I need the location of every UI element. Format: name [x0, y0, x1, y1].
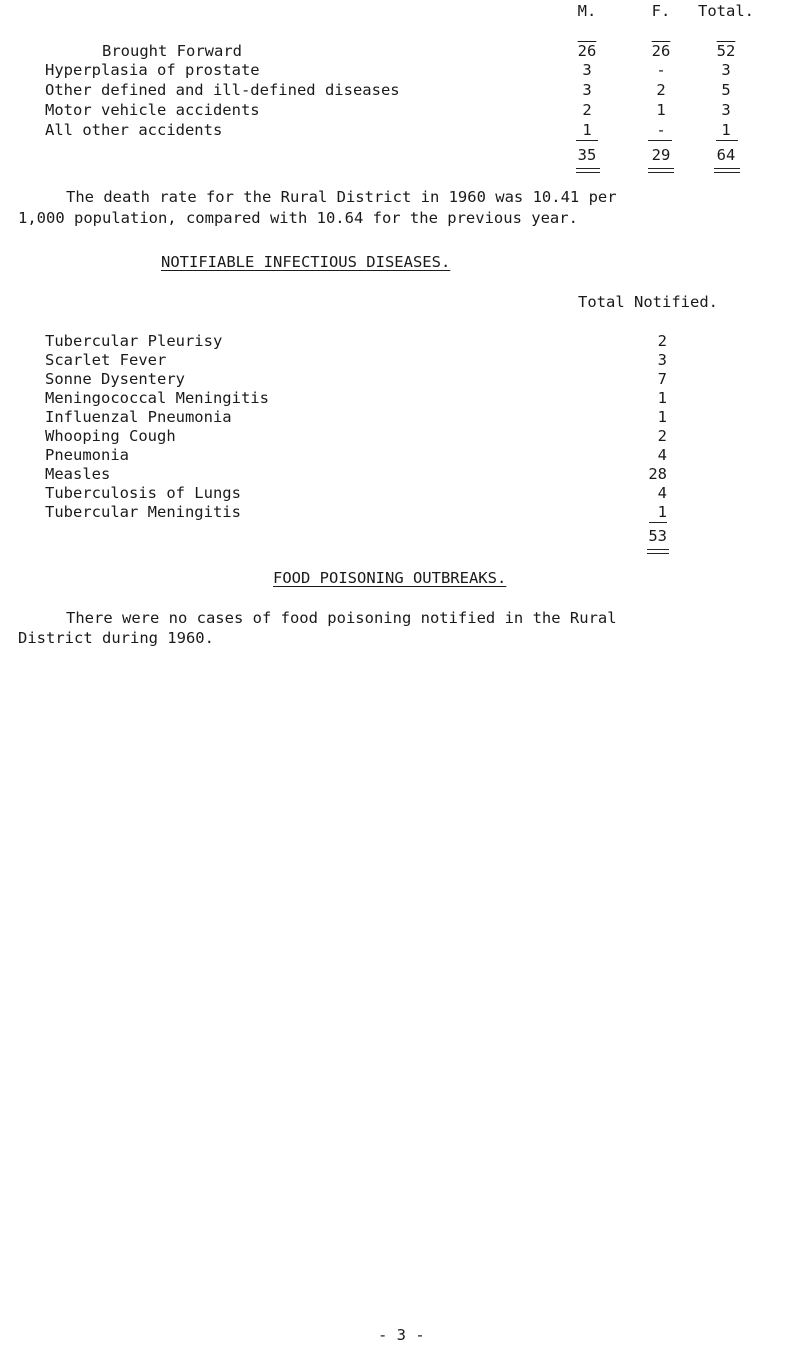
- disease-label: Tuberculosis of Lungs: [45, 484, 241, 502]
- row-label: All other accidents: [45, 121, 223, 139]
- food-poisoning-line-1: There were no cases of food poisoning notified in the Rural: [66, 609, 617, 627]
- disease-label: Influenzal Pneumonia: [45, 408, 232, 426]
- infectious-total: 53: [648, 527, 667, 545]
- disease-count: 28: [648, 465, 667, 483]
- row-total: 5: [721, 81, 731, 99]
- row-label: Motor vehicle accidents: [45, 101, 260, 119]
- disease-count: 1: [657, 389, 667, 407]
- row-total: 1: [721, 121, 731, 139]
- row-label: Hyperplasia of prostate: [45, 61, 260, 79]
- subtotal-rule: [649, 522, 667, 523]
- total-double-rule: [648, 168, 674, 173]
- total-all: 64: [716, 146, 736, 164]
- total-double-rule: [714, 168, 740, 173]
- col-header-male: M.: [577, 2, 597, 20]
- disease-count: 4: [657, 446, 667, 464]
- subtotal-rule: [716, 140, 738, 141]
- subtotal-rule: [576, 140, 598, 141]
- death-rate-line-1: The death rate for the Rural District in 1960 was 10.41 per: [66, 188, 617, 206]
- disease-count: 3: [657, 351, 667, 369]
- disease-label: Measles: [45, 465, 111, 483]
- row-male: 3: [582, 81, 592, 99]
- disease-label: Sonne Dysentery: [45, 370, 185, 388]
- total-double-rule: [647, 549, 669, 554]
- row-total: 3: [721, 101, 731, 119]
- page-number: - 3 -: [378, 1326, 425, 1344]
- row-label: Brought Forward: [102, 42, 242, 60]
- disease-count: 2: [657, 427, 667, 445]
- disease-label: Scarlet Fever: [45, 351, 167, 369]
- disease-count: 1: [657, 503, 667, 521]
- disease-count: 2: [657, 332, 667, 350]
- row-female: 26: [651, 42, 671, 60]
- disease-label: Whooping Cough: [45, 427, 176, 445]
- row-female: 2: [656, 81, 666, 99]
- disease-label: Tubercular Meningitis: [45, 503, 241, 521]
- disease-count: 4: [657, 484, 667, 502]
- subtotal-rule: [648, 140, 672, 141]
- row-label: Other defined and ill-defined diseases: [45, 81, 400, 99]
- food-poisoning-heading: FOOD POISONING OUTBREAKS.: [273, 569, 507, 587]
- row-male: 26: [577, 42, 597, 60]
- disease-count: 1: [657, 408, 667, 426]
- death-rate-line-2: 1,000 population, compared with 10.64 for the previous year.: [18, 209, 578, 227]
- disease-label: Tubercular Pleurisy: [45, 332, 223, 350]
- row-total: 52: [716, 42, 736, 60]
- food-poisoning-line-2: District during 1960.: [18, 629, 214, 647]
- total-notified-header: Total Notified.: [578, 293, 718, 311]
- row-male: 2: [582, 101, 592, 119]
- row-male: 3: [582, 61, 592, 79]
- row-total: 3: [721, 61, 731, 79]
- row-female: -: [656, 61, 666, 79]
- row-female: 1: [656, 101, 666, 119]
- disease-count: 7: [657, 370, 667, 388]
- disease-label: Meningococcal Meningitis: [45, 389, 269, 407]
- disease-label: Pneumonia: [45, 446, 129, 464]
- total-female: 29: [651, 146, 671, 164]
- total-male: 35: [577, 146, 597, 164]
- total-double-rule: [576, 168, 600, 173]
- infectious-diseases-heading: NOTIFIABLE INFECTIOUS DISEASES.: [161, 253, 451, 271]
- col-header-total: Total.: [698, 2, 754, 20]
- row-female: -: [656, 121, 666, 139]
- row-male: 1: [582, 121, 592, 139]
- col-header-female: F.: [651, 2, 671, 20]
